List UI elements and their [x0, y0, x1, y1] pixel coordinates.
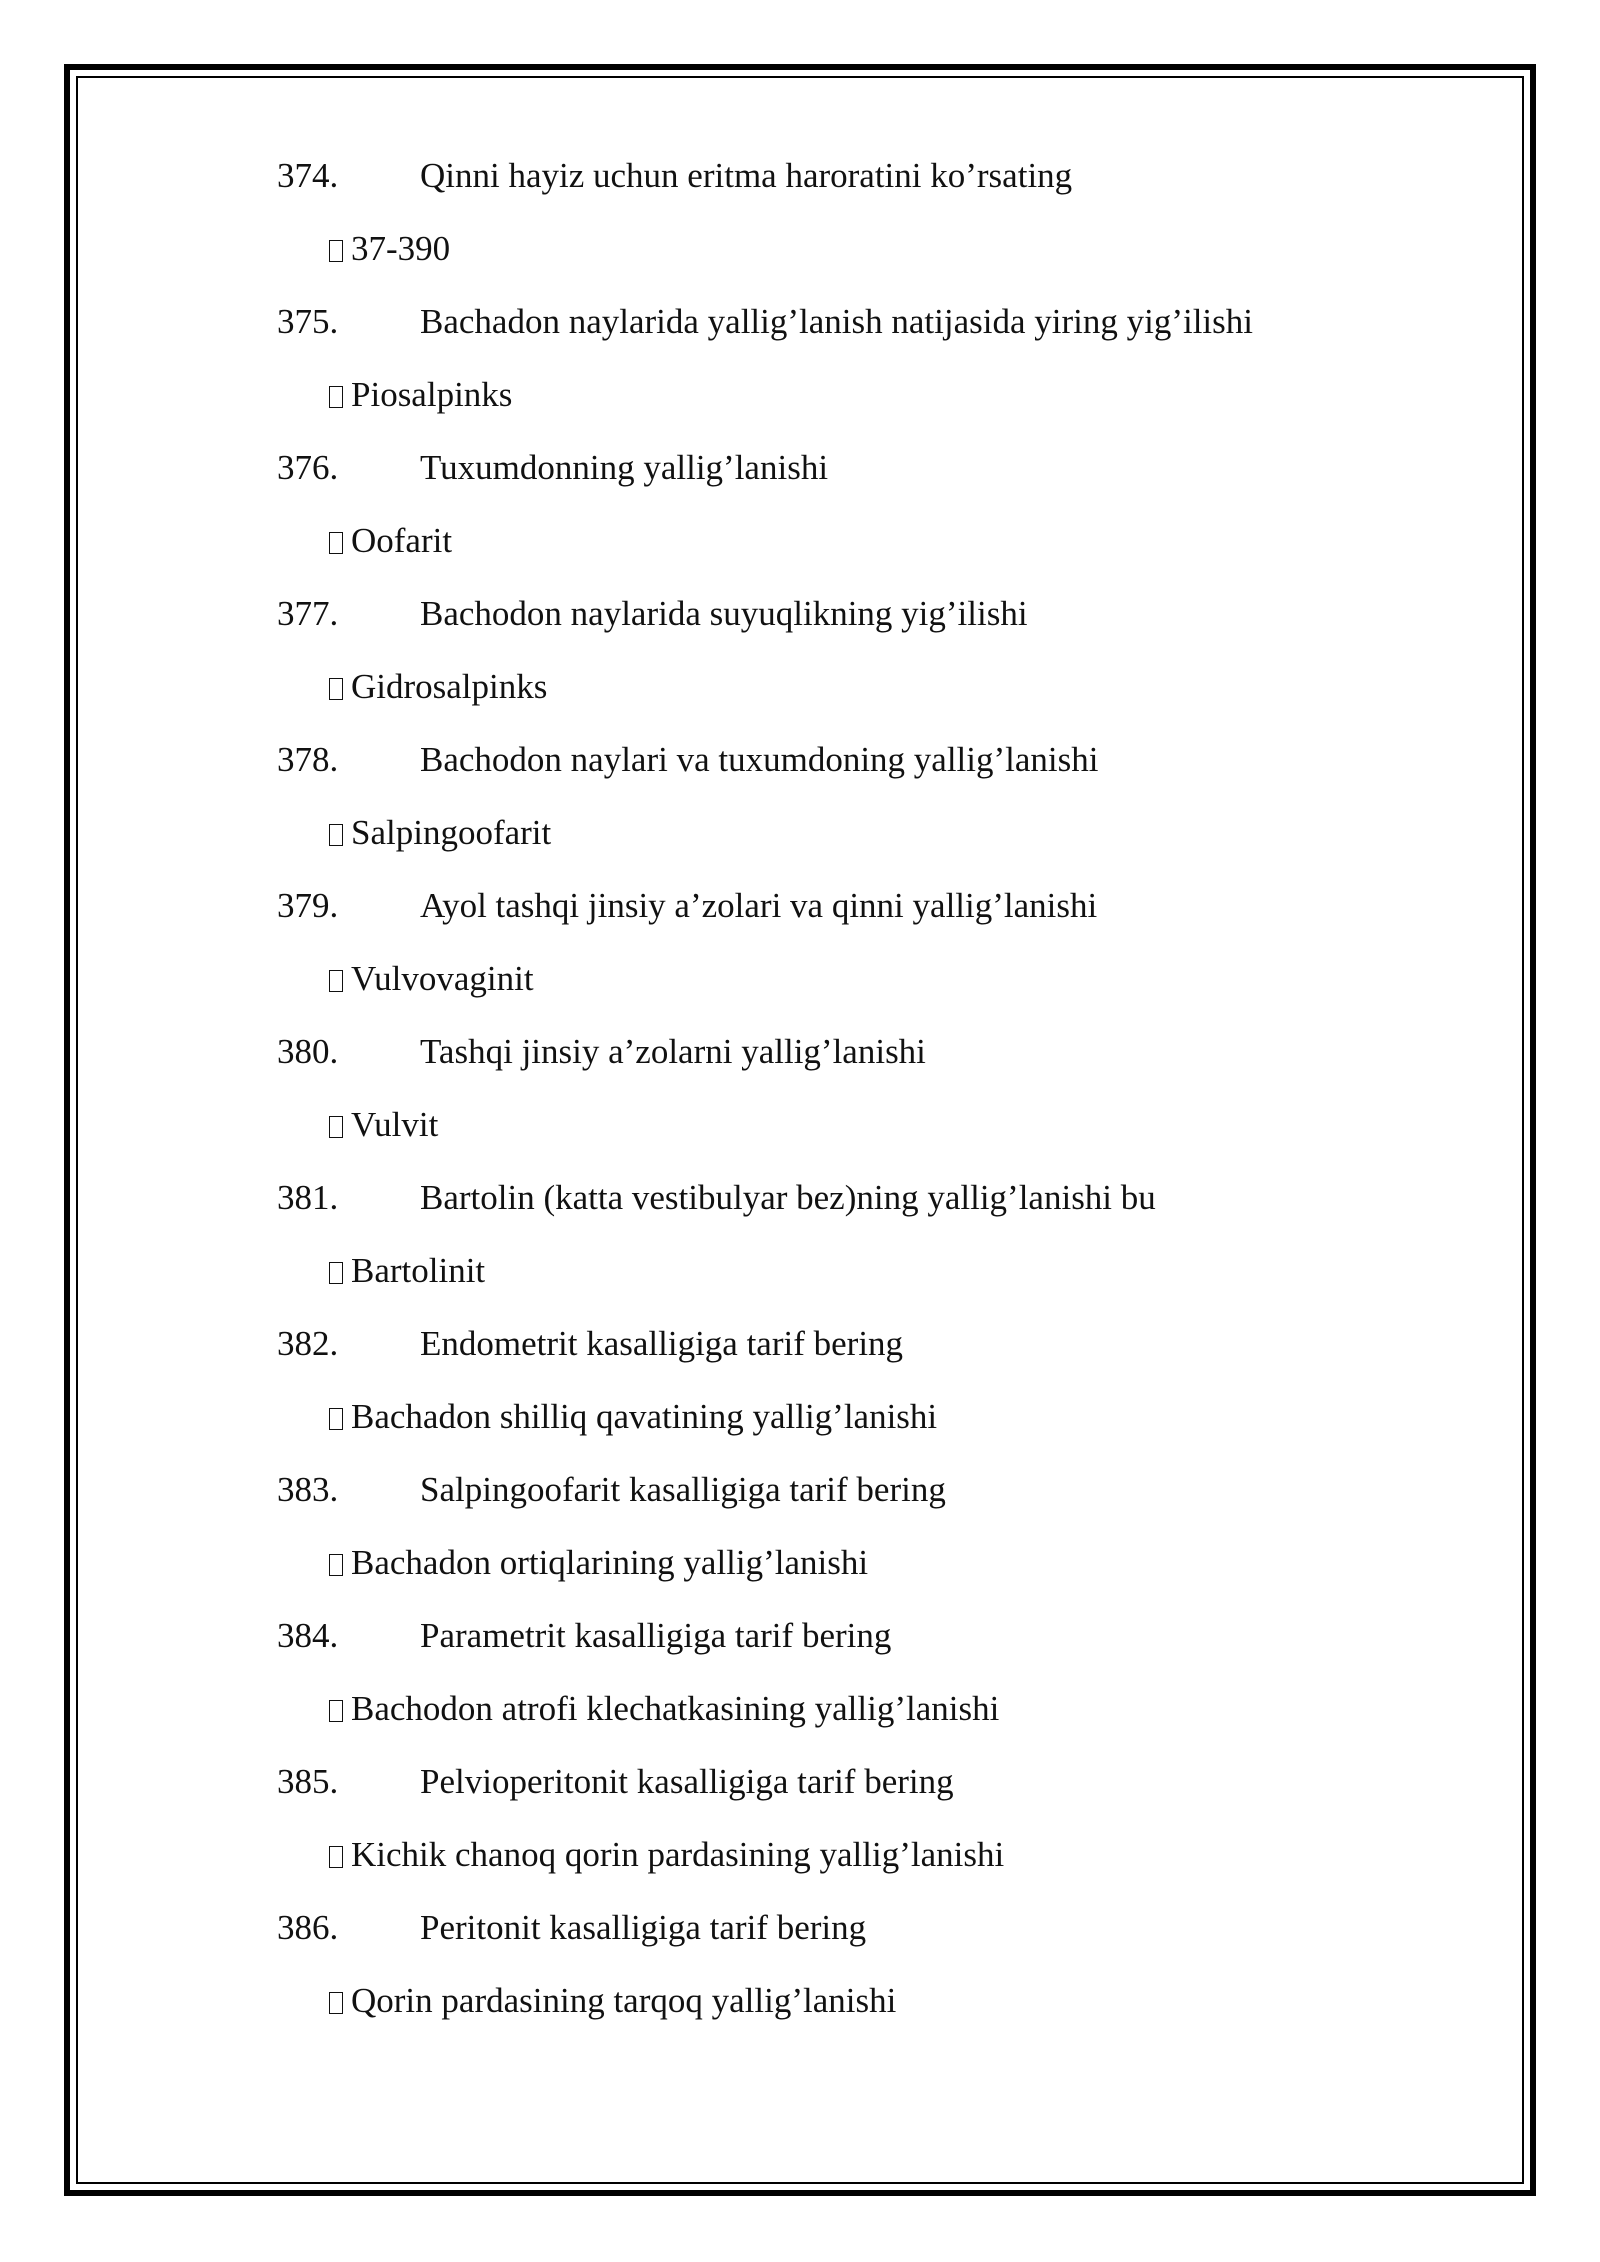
answer-text: Oofarit [351, 521, 453, 560]
answer-text: Bachodon atrofi klechatkasining yallig’lanishi [351, 1689, 1000, 1728]
answer-line [277, 949, 1417, 1022]
question-line [277, 1022, 1417, 1095]
answer-text: Gidrosalpinks [351, 667, 548, 706]
question-text: Ayol tashqi jinsiy a’zolari va qinni yallig’lanishi [420, 886, 1098, 925]
question-item [277, 1752, 1417, 1898]
question-text: Salpingoofarit kasalligiga tarif bering [420, 1470, 946, 1509]
question-number: 374. [277, 156, 339, 195]
answer-text: Vulvovaginit [351, 959, 534, 998]
missing-glyph-box-icon [329, 1408, 343, 1430]
answer-text: Vulvit [351, 1105, 439, 1144]
question-number: 376. [277, 448, 339, 487]
question-text: Qinni hayiz uchun eritma haroratini ko’rsating [420, 156, 1073, 195]
question-text: Parametrit kasalligiga tarif bering [420, 1616, 892, 1655]
question-text: Peritonit kasalligiga tarif bering [420, 1908, 867, 1947]
missing-glyph-box-icon [329, 970, 343, 992]
missing-glyph-box-icon [329, 1846, 343, 1868]
question-line [277, 1314, 1417, 1387]
answer-line [277, 1825, 1417, 1898]
question-item [277, 438, 1417, 584]
question-line [277, 292, 1417, 365]
answer-line [277, 1241, 1417, 1314]
answer-line [277, 1971, 1417, 2044]
missing-glyph-box-icon [329, 1554, 343, 1576]
answer-text: 37-390 [351, 229, 451, 268]
question-line [277, 146, 1417, 219]
missing-glyph-box-icon [329, 240, 343, 262]
answer-line [277, 1533, 1417, 1606]
answer-text: Salpingoofarit [351, 813, 552, 852]
question-number: 385. [277, 1762, 339, 1801]
question-line [277, 730, 1417, 803]
missing-glyph-box-icon [329, 1262, 343, 1284]
question-line [277, 584, 1417, 657]
question-item [277, 1606, 1417, 1752]
answer-line [277, 511, 1417, 584]
question-text: Bachodon naylari va tuxumdoning yallig’lanishi [420, 740, 1099, 779]
missing-glyph-box-icon [329, 824, 343, 846]
missing-glyph-box-icon [329, 1992, 343, 2014]
question-text: Pelvioperitonit kasalligiga tarif bering [420, 1762, 954, 1801]
question-item [277, 292, 1417, 438]
answer-text: Bartolinit [351, 1251, 486, 1290]
question-item [277, 1898, 1417, 2044]
question-line [277, 876, 1417, 949]
question-item [277, 1022, 1417, 1168]
answer-text: Bachadon ortiqlarining yallig’lanishi [351, 1543, 869, 1582]
answer-line [277, 1387, 1417, 1460]
question-text: Tashqi jinsiy a’zolarni yallig’lanishi [420, 1032, 926, 1071]
question-list [277, 146, 1417, 2044]
question-line [277, 1168, 1417, 1241]
answer-line [277, 1679, 1417, 1752]
question-number: 375. [277, 302, 339, 341]
answer-text: Piosalpinks [351, 375, 513, 414]
question-number: 383. [277, 1470, 339, 1509]
question-item [277, 1168, 1417, 1314]
question-line [277, 1460, 1417, 1533]
question-text: Bachadon naylarida yallig’lanish natijasida yiring yig’ilishi [420, 302, 1253, 341]
question-text: Bachodon naylarida suyuqlikning yig’ilishi [420, 594, 1028, 633]
answer-text: Bachadon shilliq qavatining yallig’lanishi [351, 1397, 938, 1436]
question-item [277, 730, 1417, 876]
question-item [277, 1460, 1417, 1606]
question-item [277, 876, 1417, 1022]
question-item [277, 1314, 1417, 1460]
question-item [277, 146, 1417, 292]
question-line [277, 1752, 1417, 1825]
missing-glyph-box-icon [329, 386, 343, 408]
missing-glyph-box-icon [329, 532, 343, 554]
question-line [277, 1606, 1417, 1679]
question-number: 381. [277, 1178, 339, 1217]
question-number: 386. [277, 1908, 339, 1947]
question-text: Bartolin (katta vestibulyar bez)ning yallig’lanishi bu [420, 1178, 1156, 1217]
answer-line [277, 803, 1417, 876]
question-line [277, 438, 1417, 511]
question-number: 382. [277, 1324, 339, 1363]
question-number: 384. [277, 1616, 339, 1655]
question-number: 377. [277, 594, 339, 633]
missing-glyph-box-icon [329, 678, 343, 700]
question-number: 378. [277, 740, 339, 779]
question-text: Endometrit kasalligiga tarif bering [420, 1324, 904, 1363]
question-number: 380. [277, 1032, 339, 1071]
answer-line [277, 365, 1417, 438]
question-text: Tuxumdonning yallig’lanishi [420, 448, 829, 487]
question-number: 379. [277, 886, 339, 925]
answer-line [277, 1095, 1417, 1168]
question-item [277, 584, 1417, 730]
answer-text: Kichik chanoq qorin pardasining yallig’lanishi [351, 1835, 1005, 1874]
missing-glyph-box-icon [329, 1700, 343, 1722]
question-line [277, 1898, 1417, 1971]
answer-line [277, 657, 1417, 730]
missing-glyph-box-icon [329, 1116, 343, 1138]
answer-text: Qorin pardasining tarqoq yallig’lanishi [351, 1981, 897, 2020]
answer-line [277, 219, 1417, 292]
